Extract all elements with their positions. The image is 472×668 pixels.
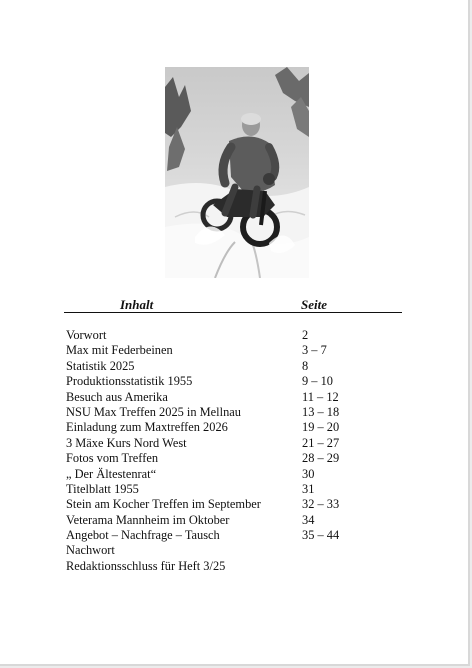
- toc-entry-page: 19 – 20: [302, 420, 340, 435]
- toc-entry: [66, 497, 386, 512]
- toc-entry: [66, 405, 386, 420]
- toc-entry-page: 8: [302, 358, 309, 373]
- toc-entry-title: Veterama Mannheim im Oktober: [66, 512, 230, 527]
- toc-entry-title: Produktionsstatistik 1955: [66, 374, 193, 389]
- toc-entry-title: Titelblatt 1955: [66, 481, 139, 496]
- toc-header-pages: Seite: [301, 297, 327, 312]
- toc-entry: [66, 328, 386, 343]
- motorcycle-photo: [165, 67, 309, 278]
- toc-entry: [66, 513, 386, 528]
- toc-entry-title: Fotos vom Treffen: [66, 451, 159, 466]
- toc-entry-page: 21 – 27: [302, 435, 340, 450]
- toc-entry: [66, 467, 386, 482]
- toc-entry: [66, 436, 386, 451]
- toc-entry-page: 28 – 29: [302, 451, 340, 466]
- toc-entry-page: 13 – 18: [302, 404, 340, 419]
- toc-entry-title: Statistik 2025: [66, 358, 135, 373]
- toc-entry-page: 9 – 10: [302, 374, 333, 389]
- toc-entry-title: Stein am Kocher Treffen im September: [66, 497, 261, 512]
- toc-entry-title: Angebot – Nachfrage – Tausch: [66, 528, 220, 543]
- toc-entry: [66, 374, 386, 389]
- toc-entry: [66, 543, 386, 558]
- toc-entry-title: Redaktionsschluss für Heft 3/25: [66, 558, 226, 573]
- toc-entry: [66, 528, 386, 543]
- toc-entry: [66, 559, 386, 574]
- toc-entry-title: Vorwort: [66, 328, 107, 342]
- toc-entry-title: Einladung zum Maxtreffen 2026: [66, 420, 228, 435]
- toc-header: [64, 297, 402, 313]
- toc-entry-title: 3 Mäxe Kurs Nord West: [66, 435, 187, 450]
- toc-entry-title: NSU Max Treffen 2025 in Mellnau: [66, 404, 241, 419]
- toc-entry: [66, 482, 386, 497]
- toc-entry-title: „ Der Ältestenrat“: [66, 466, 157, 481]
- toc-entry-page: 3 – 7: [302, 343, 327, 358]
- toc-entry-page: 35 – 44: [302, 528, 340, 543]
- table-of-contents: [66, 328, 386, 574]
- toc-entry: [66, 420, 386, 435]
- toc-entry: [66, 451, 386, 466]
- toc-entry: [66, 359, 386, 374]
- toc-entry-page: 11 – 12: [302, 389, 339, 404]
- toc-entry-title: Besuch aus Amerika: [66, 389, 168, 404]
- toc-entry: [66, 390, 386, 405]
- toc-entry: [66, 343, 386, 358]
- toc-entry-page: 2: [302, 328, 309, 342]
- toc-entry-title: Nachwort: [66, 543, 115, 558]
- toc-entry-page: 32 – 33: [302, 497, 340, 512]
- toc-entry-page: 34: [302, 512, 315, 527]
- toc-entry-title: Max mit Federbeinen: [66, 343, 173, 358]
- toc-entry-page: 31: [302, 481, 315, 496]
- toc-header-title: Inhalt: [120, 297, 154, 312]
- toc-entry-page: 30: [302, 466, 315, 481]
